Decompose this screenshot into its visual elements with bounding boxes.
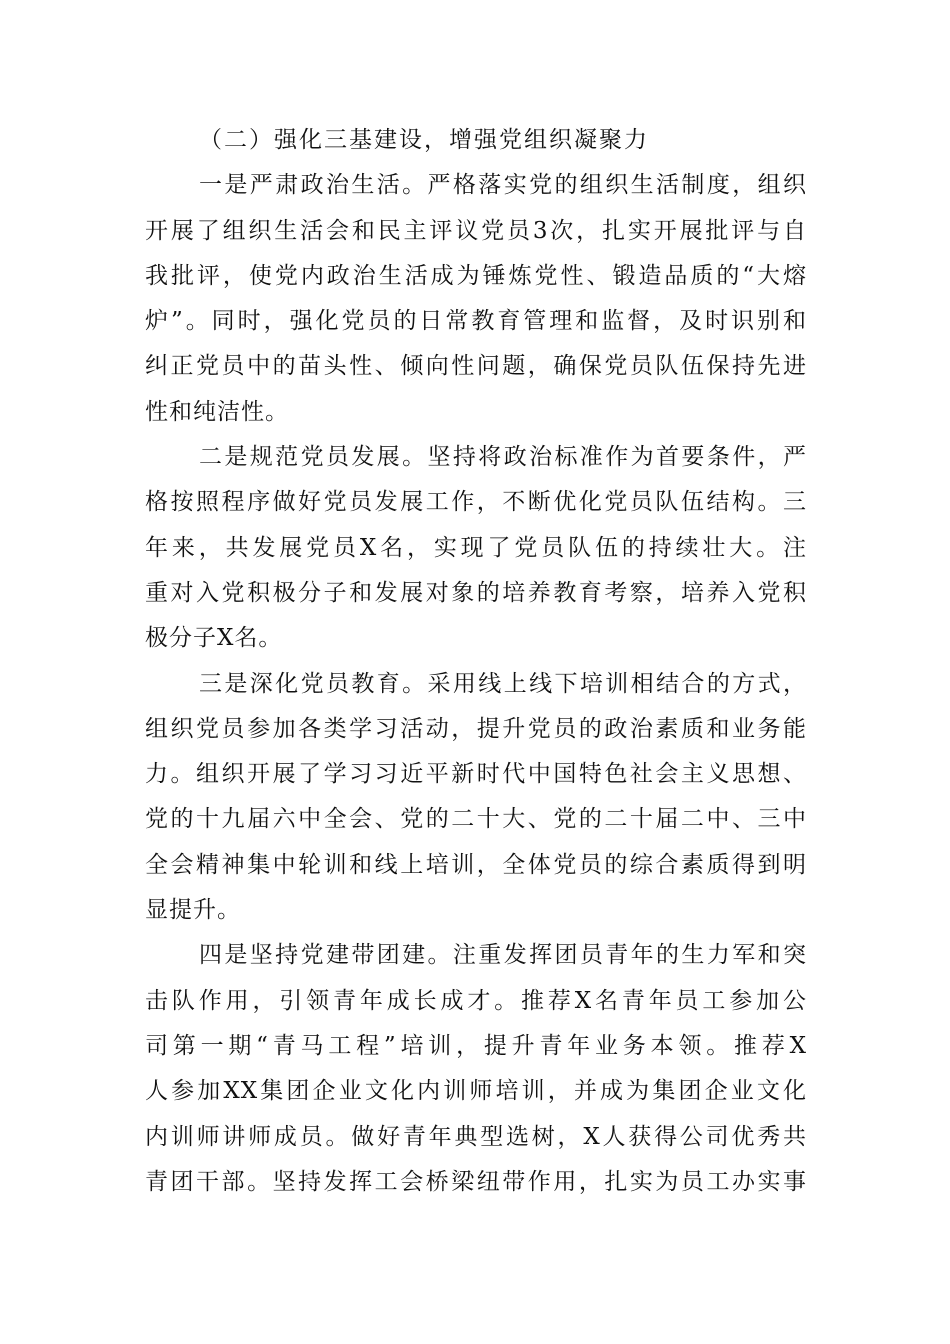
document-page <box>145 118 807 1205</box>
text-line: 组织党员参加各类学习活动，提升党员的政治素质和业务能 <box>145 715 807 742</box>
text-line: 人参加XX集团企业文化内训师培训，并成为集团企业文化 <box>145 1078 807 1105</box>
section-heading: （二）强化三基建设，增强党组织凝聚力 <box>199 127 649 153</box>
text-line: 三是深化党员教育。采用线上线下培训相结合的方式， <box>199 670 807 697</box>
text-line: 四是坚持党建带团建。注重发挥团员青年的生力军和突 <box>199 942 807 969</box>
text-line: 性和纯洁性。 <box>145 398 289 425</box>
text-line: 重对入党积极分子和发展对象的培养教育考察，培养入党积 <box>145 579 807 606</box>
paragraph-political-life <box>145 163 807 435</box>
text-line: 极分子X名。 <box>145 625 283 652</box>
text-line: 内训师讲师成员。做好青年典型选树，X人获得公司优秀共 <box>145 1123 807 1150</box>
text-line: 炉”。同时，强化党员的日常教育管理和监督，及时识别和 <box>145 308 807 335</box>
text-line: 二是规范党员发展。坚持将政治标准作为首要条件，严 <box>199 444 807 471</box>
paragraph-party-league <box>145 933 807 1205</box>
text-line: 司第一期“青马工程”培训，提升青年业务本领。推荐X <box>145 1032 807 1059</box>
text-line: 力。组织开展了学习习近平新时代中国特色社会主义思想、 <box>145 761 807 788</box>
text-line: 一是严肃政治生活。严格落实党的组织生活制度，组织 <box>199 172 807 199</box>
paragraph-member-development <box>145 435 807 661</box>
text-line: 青团干部。坚持发挥工会桥梁纽带作用，扎实为员工办实事 <box>145 1168 807 1195</box>
text-line: 我批评，使党内政治生活成为锤炼党性、锻造品质的“大熔 <box>145 262 807 289</box>
paragraph-member-education <box>145 662 807 934</box>
text-line: 击队作用，引领青年成长成才。推荐X名青年员工参加公 <box>145 987 807 1014</box>
text-line: 显提升。 <box>145 897 241 924</box>
text-line: 年来，共发展党员X名，实现了党员队伍的持续壮大。注 <box>145 534 807 561</box>
text-line: 格按照程序做好党员发展工作，不断优化党员队伍结构。三 <box>145 489 807 516</box>
text-line: 开展了组织生活会和民主评议党员3次，扎实开展批评与自 <box>145 217 807 244</box>
text-line: 纠正党员中的苗头性、倾向性问题，确保党员队伍保持先进 <box>145 353 807 380</box>
text-line: 党的十九届六中全会、党的二十大、党的二十届二中、三中 <box>145 806 807 833</box>
text-line: 全会精神集中轮训和线上培训，全体党员的综合素质得到明 <box>145 851 807 878</box>
